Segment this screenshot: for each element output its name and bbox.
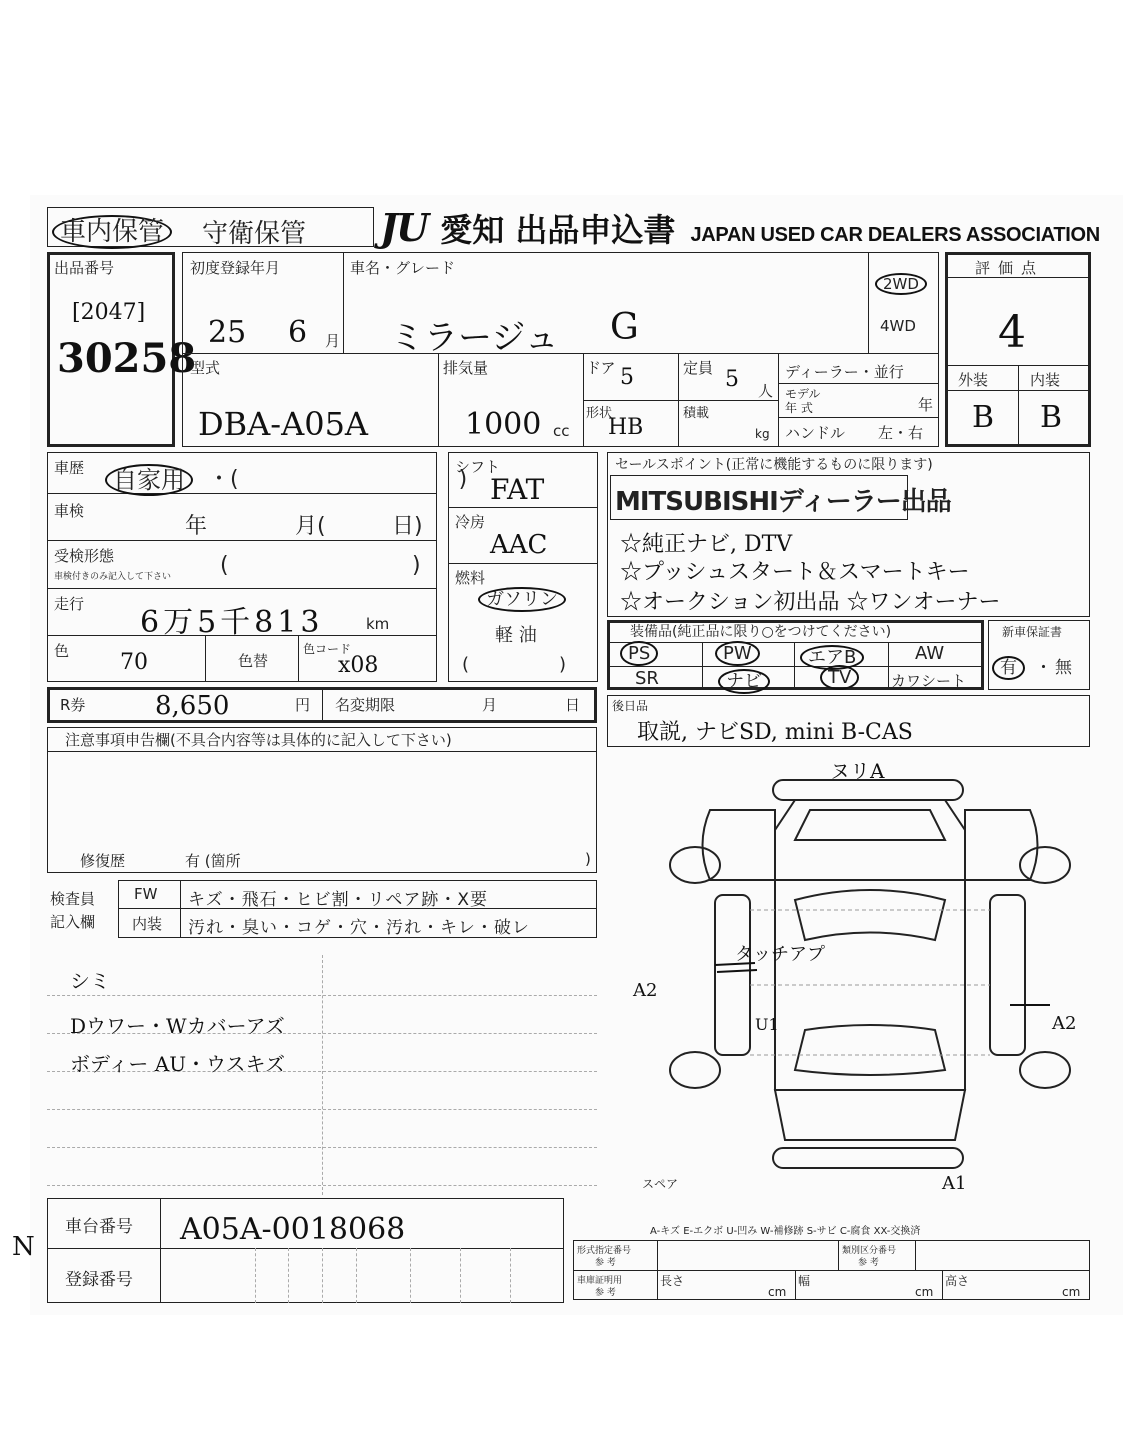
chassis-label: 車台番号 xyxy=(65,1217,133,1237)
diagram-left-note: A2 xyxy=(633,980,658,1001)
shift-label: シフト xyxy=(455,458,501,476)
car-name-label: 車名・グレード xyxy=(350,259,456,277)
inspector-row1: キズ・飛石・ヒビ割・リペア跡・X要 xyxy=(188,890,488,910)
doors-label: ドア xyxy=(586,359,616,377)
equip-aw: AW xyxy=(915,643,945,664)
margin-mark: N xyxy=(12,1232,35,1262)
registration-year: 25 xyxy=(208,315,247,350)
diagram-door-note: タッチアプ xyxy=(735,944,825,965)
diagram-right-note: A2 xyxy=(1052,1013,1077,1034)
equip-navi: ナビ xyxy=(718,667,770,693)
score-label: 評価点 xyxy=(975,259,1045,277)
score-value: 4 xyxy=(998,307,1026,358)
color-label: 色 xyxy=(54,642,70,660)
spec-length: 長さ xyxy=(660,1274,685,1288)
model-year-label-1: モデル xyxy=(785,387,821,401)
header-title xyxy=(380,205,1100,251)
interior-score: B xyxy=(1040,400,1063,435)
color-change-label: 色替 xyxy=(238,652,269,670)
spec-cert-label: 車庫証明用 xyxy=(577,1276,623,1286)
body-type-label: 形状 xyxy=(586,406,613,421)
spec-class-ref: 参 考 xyxy=(858,1258,879,1268)
lot-label: 出品番号 xyxy=(54,259,115,277)
inspection-form-close: ) xyxy=(412,553,421,578)
diagram-top-note: ヌリA xyxy=(830,759,885,783)
exterior-label: 外装 xyxy=(958,371,989,389)
lot-sub-number: [2047] xyxy=(72,300,146,325)
spec-height: 高さ xyxy=(945,1274,970,1288)
inspection-day: 日) xyxy=(392,514,423,539)
shift-value: FAT xyxy=(490,473,545,506)
warranty-label: 新車保証書 xyxy=(1002,625,1063,639)
name-change-label: 名変期限 xyxy=(335,696,396,714)
interior-label: 内装 xyxy=(1030,371,1061,389)
spec-width-unit: cm xyxy=(915,1285,934,1299)
recycle-unit: 円 xyxy=(295,696,311,714)
color-value: 70 xyxy=(120,650,148,675)
repair-value: 有 (箇所 xyxy=(185,852,241,870)
body-type-value: HB xyxy=(608,415,644,440)
inspection-year: 年 xyxy=(185,514,208,539)
registration-label: 初度登録年月 xyxy=(190,259,281,277)
equip-sr: SR xyxy=(635,668,659,689)
lot-number: 30258 xyxy=(57,335,197,382)
inspector-label-1: 検査員 xyxy=(50,890,96,908)
equip-seat: カワシート xyxy=(891,672,967,690)
spec-cert-ref: 参 考 xyxy=(595,1288,616,1298)
warranty-no: 無 xyxy=(1055,658,1072,678)
name-change-day: 日 xyxy=(565,696,581,714)
diagram-spare: スペア xyxy=(642,1177,679,1191)
history-label: 車歴 xyxy=(54,459,85,477)
color-code-value: x08 xyxy=(338,653,379,678)
load-unit: kg xyxy=(755,427,770,441)
diagram-legend: A-キズ E-エクボ U-凹み W-補修跡 S-サビ C-腐食 XX-交換済 xyxy=(650,1226,921,1237)
spec-type-label: 形式指定番号 xyxy=(577,1246,632,1256)
history-rest: ・( ) xyxy=(208,467,468,492)
displacement-unit: cc xyxy=(553,422,570,440)
model-label: 型式 xyxy=(190,359,221,377)
spec-class-label: 類別区分番号 xyxy=(842,1246,897,1256)
sales-line-1: ☆純正ナビ, DTV xyxy=(620,532,793,557)
exterior-score: B xyxy=(972,400,995,435)
inspector-row2: 汚れ・臭い・コゲ・穴・汚れ・キレ・破レ xyxy=(188,918,530,938)
ju-logo: JU xyxy=(380,205,428,250)
fuel-label: 燃料 xyxy=(455,569,486,587)
accessories-label: 後日品 xyxy=(612,699,649,713)
inspector-row2-head: 内装 xyxy=(132,915,163,933)
equipment-label: 装備品(純正品に限り○をつけてください) xyxy=(630,624,892,640)
title-en: JAPAN USED CAR DEALERS ASSOCIATION xyxy=(690,224,1100,246)
storage-guard: 守衛保管 xyxy=(202,219,307,249)
spec-height-unit: cm xyxy=(1062,1285,1081,1299)
mileage-label: 走行 xyxy=(54,595,85,613)
car-damage-diagram xyxy=(655,770,1095,1200)
equip-ps: PS xyxy=(620,643,658,664)
repair-label: 修復歴 xyxy=(80,852,126,870)
drive-2wd: 2WD xyxy=(875,275,927,293)
accessories-value: 取説, ナビSD, mini B-CAS xyxy=(637,720,913,745)
history-value: 自家用 xyxy=(105,460,193,495)
reg-number-label: 登録番号 xyxy=(65,1270,133,1290)
storage-indoor: 車内保管 xyxy=(52,211,172,248)
aircon-value: AAC xyxy=(490,530,548,560)
equip-airbag: エアB xyxy=(800,643,864,669)
load-label: 積載 xyxy=(683,406,710,421)
sales-line-3: ☆オークション初出品 ☆ワンオーナー xyxy=(620,590,1001,615)
capacity-value: 5 xyxy=(725,367,739,392)
mileage-unit: km xyxy=(366,615,390,633)
car-grade: G xyxy=(610,307,639,348)
recycle-value: 8,650 xyxy=(155,691,230,721)
model-value: DBA-A05A xyxy=(198,405,369,443)
sales-point-label: セールスポイント(正常に機能するものに限ります) xyxy=(615,457,933,473)
diagram-bottom-note: A1 xyxy=(942,1173,967,1194)
auction-sheet xyxy=(30,195,1123,1315)
displacement-label: 排気量 xyxy=(443,359,489,377)
inspector-row1-head: FW xyxy=(134,885,158,903)
inspection-month: 月( xyxy=(295,514,326,539)
displacement-value: 1000 xyxy=(465,407,542,442)
spec-width: 幅 xyxy=(798,1274,811,1288)
inspector-note-1: シミ xyxy=(70,969,110,993)
recycle-label: R券 xyxy=(60,696,86,714)
model-year-label-2: 年 式 xyxy=(785,401,813,415)
sales-line-2: ☆プッシュスタート＆スマートキー xyxy=(620,560,970,585)
inspection-label: 車検 xyxy=(54,502,85,520)
model-year-unit: 年 xyxy=(918,396,934,414)
doors-value: 5 xyxy=(620,365,634,390)
equip-pw: PW xyxy=(715,643,760,664)
inspection-form-open: ( xyxy=(220,553,229,578)
sales-headline: MITSUBISHIディーラー出品 xyxy=(615,487,951,517)
inspection-form-label: 受検形態 xyxy=(54,547,115,565)
spec-length-unit: cm xyxy=(768,1285,787,1299)
handle-label: ハンドル xyxy=(785,424,846,442)
inspection-form-note: 車検付きのみ記入して下さい xyxy=(54,572,172,582)
inspector-note-2: Dウワー・Wカバーアズ xyxy=(70,1014,285,1038)
chassis-value: A05A-0018068 xyxy=(180,1212,406,1247)
warranty-yes: 有 xyxy=(992,653,1025,678)
fuel-diesel: 軽 油 xyxy=(495,625,537,646)
registration-month-unit: 月 xyxy=(325,332,341,350)
capacity-label: 定員 xyxy=(683,359,714,377)
fuel-paren: ( ) xyxy=(462,654,567,675)
fuel-gasoline: ガソリン xyxy=(478,585,566,611)
diagram-mid-note: U1 xyxy=(755,1015,779,1034)
inspector-label-2: 記入欄 xyxy=(50,913,96,931)
handle-options: 左・右 xyxy=(878,424,924,442)
equip-tv: TV xyxy=(820,667,859,688)
registration-month: 6 xyxy=(288,315,308,350)
warranty-sep: ・ xyxy=(1035,658,1052,678)
name-change-month: 月 xyxy=(482,696,498,714)
capacity-unit: 人 xyxy=(758,382,774,400)
notes-label: 注意事項申告欄(不具合内容等は具体的に記入して下さい) xyxy=(65,731,452,749)
car-name: ミラージュ xyxy=(390,318,559,358)
spec-type-ref: 参 考 xyxy=(595,1258,616,1268)
drive-4wd: 4WD xyxy=(880,317,916,335)
inspector-note-3: ボディー AU・ウスキズ xyxy=(70,1052,286,1076)
dealer-label: ディーラー・並行 xyxy=(785,363,904,381)
mileage-value: 6万5千813 xyxy=(140,605,324,640)
title-jp: 愛知 出品申込書 xyxy=(440,211,676,249)
aircon-label: 冷房 xyxy=(455,513,486,531)
repair-close: ) xyxy=(585,850,591,868)
color-code-label: 色コード xyxy=(303,642,352,656)
